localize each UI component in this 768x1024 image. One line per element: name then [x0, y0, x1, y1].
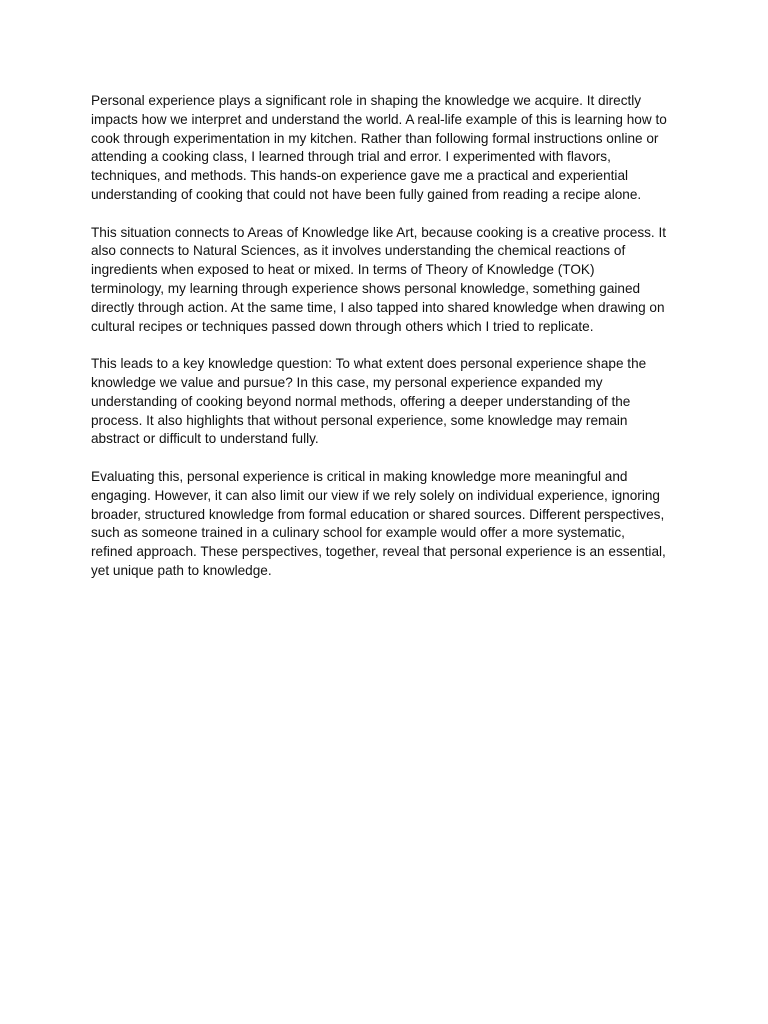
text-line: directly through action. At the same time, I also tapped into shared knowledge when drawing on: [91, 299, 665, 315]
text-line: Personal experience plays a significant role in shaping the knowledge we acquire. It directly: [91, 93, 642, 108]
text-line: Evaluating this, personal experience is critical in making knowledge more meaningful and: [91, 468, 628, 484]
text-line: refined approach. These perspectives, together, reveal that personal experience is an essential,: [91, 544, 666, 560]
document-body: [91, 92, 691, 600]
text-line: understanding of cooking that could not have been fully gained from reading a recipe alone.: [91, 186, 642, 202]
paragraph-areas-of-knowledge: [91, 224, 691, 337]
text-line: attending a cooking class, I learned through trial and error. I experimented with flavors,: [91, 149, 611, 165]
text-line: knowledge we value and pursue? In this case, my personal experience expanded my: [91, 374, 603, 390]
text-line: understanding of cooking beyond normal methods, offering a deeper understanding of the: [91, 393, 631, 409]
text-line: also connects to Natural Sciences, as it involves understanding the chemical reactions of: [91, 243, 626, 259]
paragraph-evaluation: [91, 468, 691, 581]
text-line: impacts how we interpret and understand the world. A real-life example of this is learning how to: [91, 111, 667, 127]
text-line: techniques, and methods. This hands-on experience gave me a practical and experiential: [91, 168, 629, 184]
text-line: process. It also highlights that without personal experience, some knowledge may remain: [91, 412, 628, 428]
text-line: yet unique path to knowledge.: [91, 562, 272, 578]
text-line: abstract or difficult to understand fully.: [91, 431, 319, 447]
paragraph-knowledge-question: [91, 355, 691, 449]
text-line: such as someone trained in a culinary school for example would offer a more systematic,: [91, 525, 625, 541]
text-line: cultural recipes or techniques passed down through others which I tried to replicate.: [91, 318, 594, 334]
text-line: This situation connects to Areas of Knowledge like Art, because cooking is a creative process. It: [91, 224, 667, 240]
text-line: broader, structured knowledge from formal education or shared sources. Different perspectives,: [91, 506, 665, 522]
text-line: engaging. However, it can also limit our view if we rely solely on individual experience, ignoring: [91, 487, 660, 503]
text-line: This leads to a key knowledge question: To what extent does personal experience shape the: [91, 356, 647, 372]
paragraph-personal-experience: [91, 92, 691, 205]
text-line: ingredients when exposed to heat or mixed. In terms of Theory of Knowledge (TOK): [91, 262, 595, 278]
text-line: terminology, my learning through experience shows personal knowledge, something gained: [91, 280, 641, 296]
text-line: cook through experimentation in my kitchen. Rather than following formal instructions online or: [91, 130, 659, 146]
